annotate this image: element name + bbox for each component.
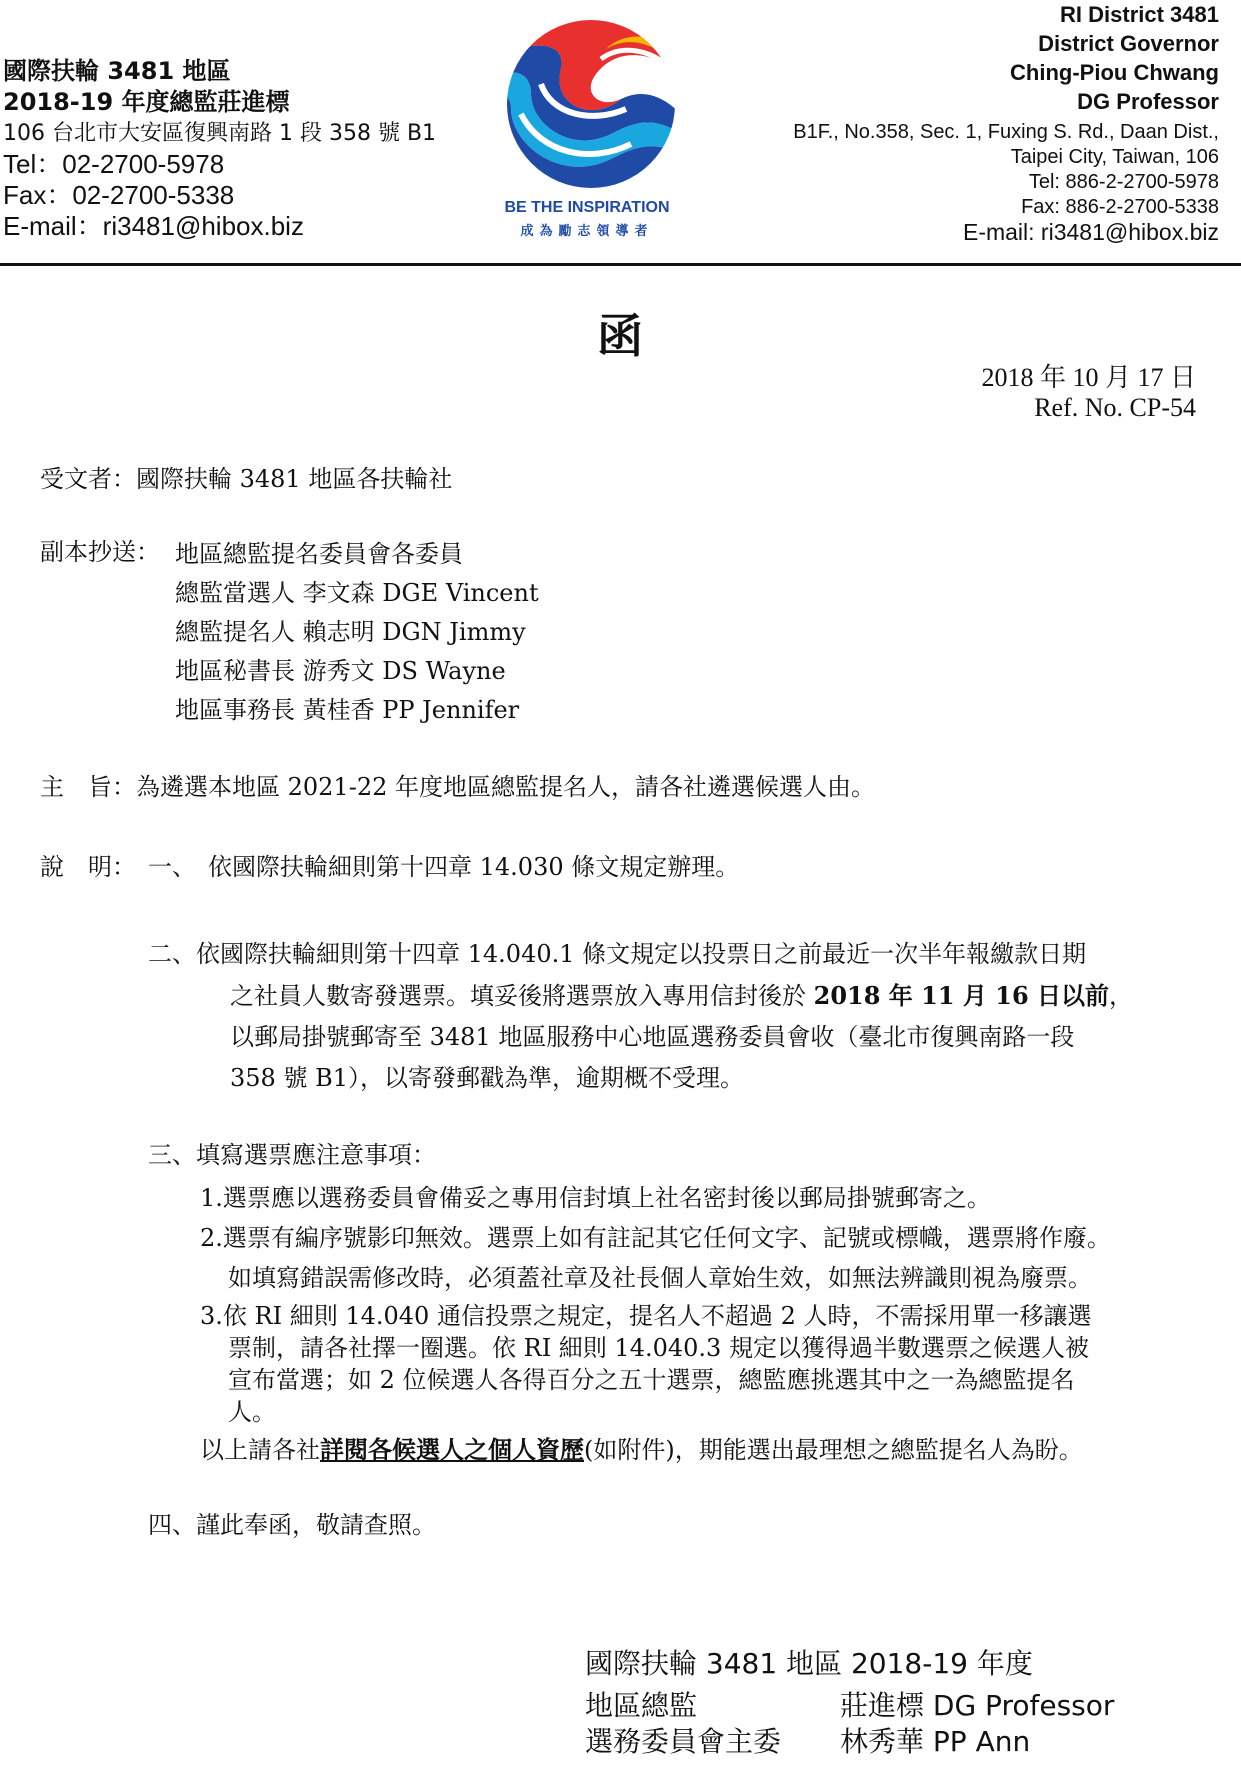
- document-date: 2018 年 10 月 17 日: [981, 363, 1196, 392]
- office-email: E-mail：ri3481@hibox.biz: [3, 211, 304, 241]
- signature-name-2: 林秀華 PP Ann: [840, 1725, 1031, 1758]
- cc-item: 地區總監提名委員會各委員: [175, 540, 463, 568]
- governor-role: District Governor: [1038, 31, 1219, 56]
- address-line-2: Taipei City, Taiwan, 106: [1010, 146, 1219, 168]
- district-name: RI District 3481: [1060, 2, 1219, 27]
- signature-org: 國際扶輪 3481 地區 2018-19 年度: [585, 1647, 1033, 1680]
- office-tel: Tel：02-2700-5978: [3, 149, 225, 179]
- date-block: [981, 363, 1196, 423]
- letterhead-left: [3, 56, 473, 242]
- letterhead-right: [699, 0, 1219, 245]
- item-3-2: 2.選票有編序號影印無效。選票上如有註記其它任何文字、記號或標幟，選票將作廢。: [200, 1224, 1111, 1252]
- office-name: 2018-19 年度總監莊進標: [3, 88, 290, 116]
- cc-label: 副本抄送：: [40, 538, 160, 566]
- item-2-line: 二、依國際扶輪細則第十四章 14.040.1 條文規定以投票日之前最近一次半年報繳款日期: [148, 940, 1087, 968]
- item-3-note: 以上請各社詳閱各候選人之個人資歷(如附件)，期能選出最理想之總監提名人為盼。: [200, 1435, 1083, 1464]
- rotary-logo: [495, 14, 685, 239]
- email-line: E-mail: ri3481@hibox.biz: [962, 219, 1219, 245]
- header-divider: [0, 263, 1241, 266]
- address-line-1: B1F., No.358, Sec. 1, Fuxing S. Rd., Daan Dist.,: [793, 121, 1219, 143]
- item-2: [148, 934, 1133, 1099]
- office-address: 106 台北市大安區復興南路 1 段 358 號 B1: [3, 121, 437, 146]
- logo-tagline-en: BE THE INSPIRATION: [504, 199, 670, 216]
- item-3-1: 1.選票應以選務委員會備妥之專用信封填上社名密封後以郵局掛號郵寄之。: [200, 1184, 991, 1212]
- description-label: 說 明：: [40, 853, 136, 881]
- logo-tagline-zh: 成為勵志領導者: [520, 224, 654, 239]
- cc-item: 地區秘書長 游秀文 DS Wayne: [175, 657, 506, 685]
- signature-name-1: 莊進標 DG Professor: [840, 1689, 1115, 1722]
- document-title: 函: [597, 309, 643, 363]
- item-3-list: [200, 1178, 1111, 1298]
- governor-title: DG Professor: [1077, 89, 1219, 114]
- reference-number: Ref. No. CP-54: [1034, 393, 1196, 422]
- cc-item: 地區事務長 黃桂香 PP Jennifer: [175, 696, 520, 724]
- cc-item: 總監提名人 賴志明 DGN Jimmy: [175, 618, 526, 646]
- governor-name: Ching-Piou Chwang: [1010, 60, 1219, 85]
- signature-role-1: 地區總監: [585, 1689, 698, 1722]
- rotary-be-the-inspiration-icon: [501, 14, 681, 194]
- item-3-3: 3.依 RI 細則 14.040 通信投票之規定，提名人不超過 2 人時，不需採用單一移讓選 票制，請各社擇一圈選。依 RI 細則 14.040.3 規定以獲得過半數選票之候選人被 宣布當選；如 2 位候選人各得百分之五十選票，總監應挑選其中之一為總監提名 人。: [200, 1302, 1092, 1426]
- org-name: 國際扶輪 3481 地區: [3, 57, 231, 85]
- item-2-line: 以郵局掛號郵寄至 3481 地區服務中心地區選務委員會收（臺北市復興南路一段: [230, 1023, 1075, 1051]
- deadline: 2018 年 11 月 16 日以前: [813, 981, 1110, 1010]
- subject: 主 旨：為遴選本地區 2021-22 年度地區總監提名人，請各社遴選候選人由。: [40, 773, 875, 801]
- cc-list: [175, 535, 539, 730]
- fax-line: Fax: 886-2-2700-5338: [1021, 196, 1219, 218]
- item-2-line: 358 號 B1），以寄發郵戳為準，逾期概不受理。: [230, 1064, 744, 1092]
- cc-item: 總監當選人 李文森 DGE Vincent: [175, 579, 539, 607]
- item-1: 一、 依國際扶輪細則第十四章 14.030 條文規定辦理。: [148, 853, 740, 881]
- item-2-line: 之社員人數寄發選票。填妥後將選票放入專用信封後於 2018 年 11 月 16 日以前，: [230, 981, 1134, 1010]
- item-3-title: 三、填寫選票應注意事項：: [148, 1141, 436, 1169]
- item-3-2-cont: 如填寫錯誤需修改時，必須蓋社章及社長個人章始生效，如無法辨識則視為廢票。: [228, 1264, 1092, 1292]
- candidate-resume-emphasis: 詳閱各候選人之個人資歷: [320, 1435, 584, 1464]
- office-fax: Fax：02-2700-5338: [3, 180, 235, 210]
- tel-line: Tel: 886-2-2700-5978: [1028, 171, 1219, 193]
- recipient: 受文者：國際扶輪 3481 地區各扶輪社: [40, 465, 453, 493]
- item-4: 四、謹此奉函，敬請查照。: [148, 1511, 436, 1539]
- signature-role-2: 選務委員會主委: [585, 1725, 782, 1758]
